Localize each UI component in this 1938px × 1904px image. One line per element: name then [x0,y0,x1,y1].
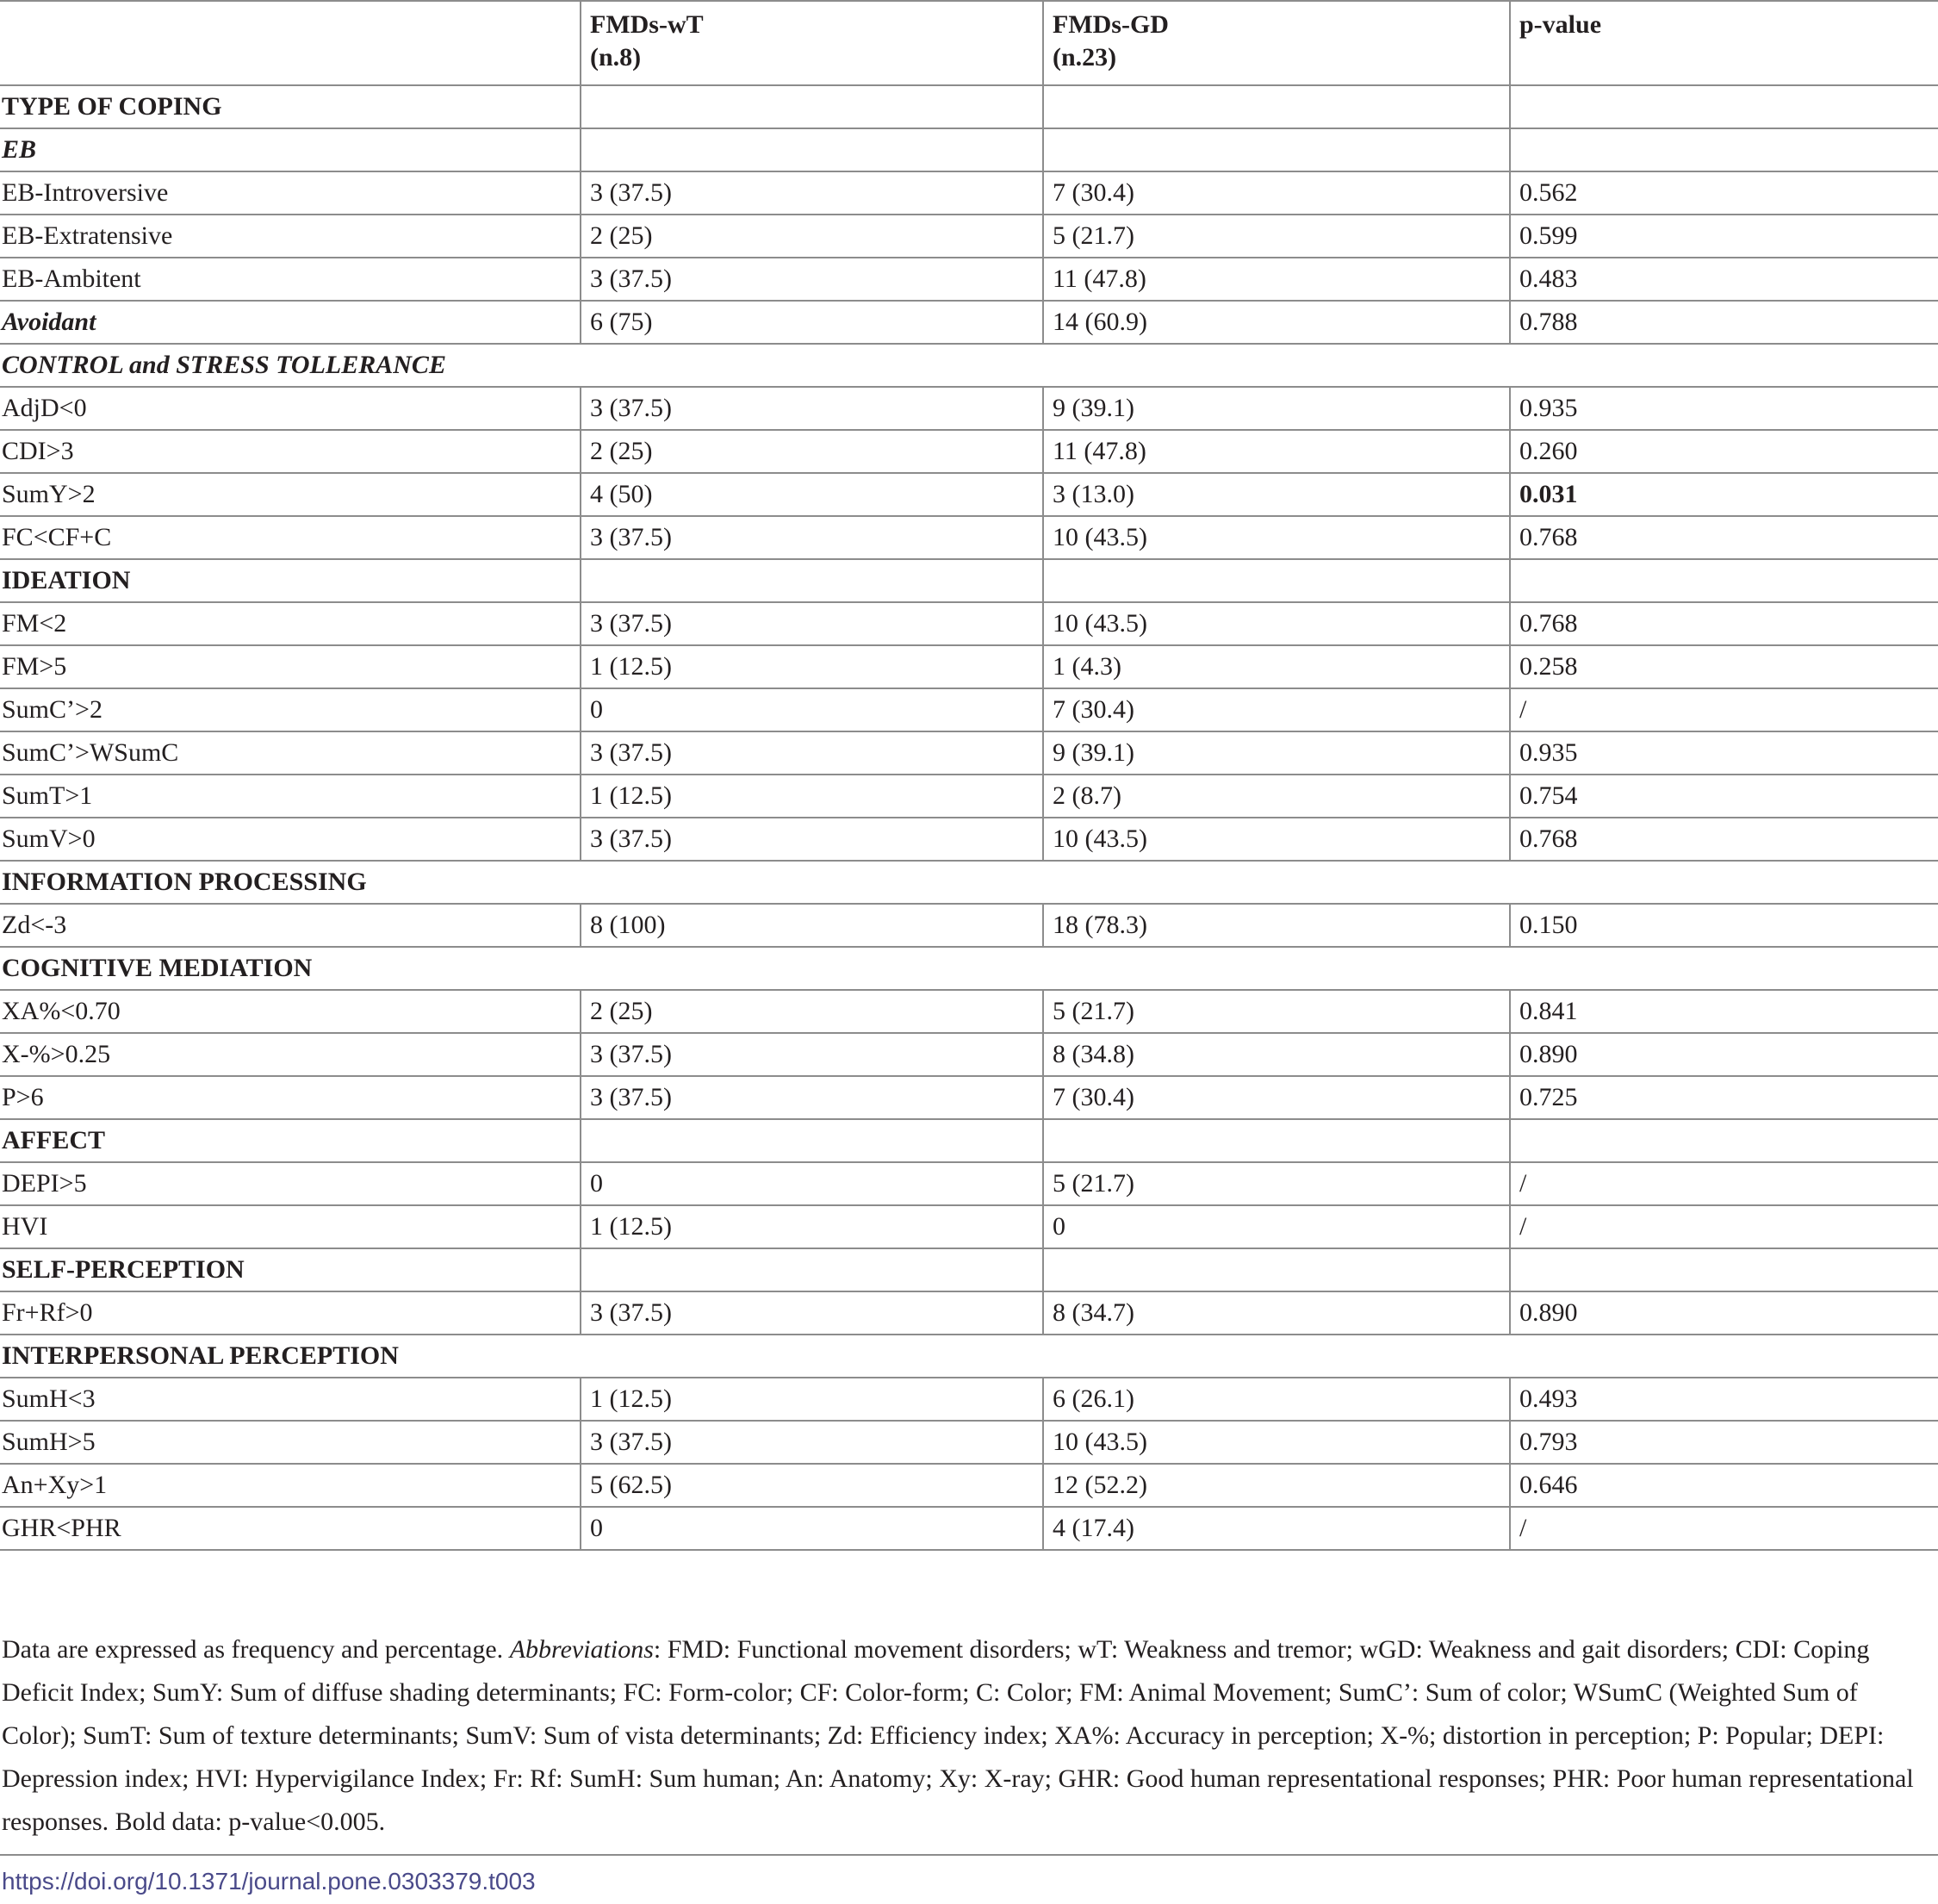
row-label: X-%>0.25 [0,1033,581,1076]
subsection-row [0,128,1938,171]
header-p-value: p-value [1510,1,1938,85]
cell-p-value: 0.599 [1510,215,1938,258]
table-row [0,1205,1938,1248]
empty-cell [1510,85,1938,128]
cell-fmds-wt: 0 [581,688,1043,731]
cell-fmds-gd: 7 (30.4) [1043,688,1510,731]
cell-fmds-wt: 3 (37.5) [581,171,1043,215]
cell-fmds-wt: 1 (12.5) [581,1378,1043,1421]
cell-fmds-wt: 3 (37.5) [581,258,1043,301]
row-label: Fr+Rf>0 [0,1291,581,1335]
table-row [0,990,1938,1033]
cell-p-value: 0.768 [1510,818,1938,861]
section-row [0,1335,1938,1378]
cell-p-value: 0.793 [1510,1421,1938,1464]
section-row [0,861,1938,904]
table-row [0,688,1938,731]
row-label: SumC’>WSumC [0,731,581,775]
empty-cell [581,1119,1043,1162]
footnote-body: : FMD: Functional movement disorders; wT: Weakness and tremor; wGD: Weakness and gait disorders; CDI: Coping Deficit Index; SumY: Sum of diffuse shading determinants; FC: Form-color; CF: Color-form; C: Color; FM: Animal Movement; SumC’: Sum of color; WSumC (Weighted Sum of Color); SumT: Sum of texture determinants; SumV: Sum of vista determinants; Zd: Efficiency index; XA%: Accuracy in perception; X-%; distortion in perception; P: Popular; DEPI: Depression index; HVI: Hypervigilance Index; Fr: Rf: SumH: Sum human; An: Anatomy; Xy: X-ray; GHR: Good human representational responses; PHR: Poor human representational responses. Bold data: p-value<0.005. [2,1635,1914,1836]
row-label: GHR<PHR [0,1507,581,1550]
empty-cell [581,559,1043,602]
cell-fmds-wt: 3 (37.5) [581,387,1043,430]
cell-fmds-gd: 2 (8.7) [1043,775,1510,818]
doi-link[interactable]: https://doi.org/10.1371/journal.pone.0303379.t003 [2,1868,536,1895]
cell-fmds-wt: 2 (25) [581,215,1043,258]
table-row [0,602,1938,645]
table-row [0,1464,1938,1507]
section-row [0,559,1938,602]
cell-fmds-gd: 3 (13.0) [1043,473,1510,516]
row-label: SumC’>2 [0,688,581,731]
row-label: DEPI>5 [0,1162,581,1205]
table-row [0,731,1938,775]
table-row [0,1507,1938,1550]
section-label: TYPE OF COPING [0,85,581,128]
table-row [0,1378,1938,1421]
cell-p-value: 0.935 [1510,387,1938,430]
row-label: Avoidant [0,301,581,344]
row-label: P>6 [0,1076,581,1119]
cell-fmds-wt: 3 (37.5) [581,818,1043,861]
table-row [0,430,1938,473]
header-fmds-wt-n: (n.8) [590,43,642,72]
footnote-lead: Data are expressed as frequency and percentage. [2,1635,510,1664]
section-row [0,1248,1938,1291]
header-fmds-gd-label: FMDs-GD [1053,10,1169,39]
cell-p-value: 0.768 [1510,516,1938,559]
empty-cell [1510,559,1938,602]
empty-cell [1510,128,1938,171]
cell-p-value: 0.258 [1510,645,1938,688]
cell-fmds-gd: 8 (34.7) [1043,1291,1510,1335]
row-label: EB-Extratensive [0,215,581,258]
table-row [0,473,1938,516]
table-row [0,1421,1938,1464]
header-empty [0,1,581,85]
row-label: FM<2 [0,602,581,645]
table-row [0,258,1938,301]
empty-cell [1043,1248,1510,1291]
cell-fmds-wt: 2 (25) [581,990,1043,1033]
empty-cell [581,1248,1043,1291]
cell-p-value: 0.890 [1510,1033,1938,1076]
cell-fmds-gd: 11 (47.8) [1043,430,1510,473]
row-label: SumY>2 [0,473,581,516]
section-row [0,1119,1938,1162]
table-row [0,645,1938,688]
table-row [0,1033,1938,1076]
row-label: AdjD<0 [0,387,581,430]
cell-fmds-wt: 8 (100) [581,904,1043,947]
empty-cell [581,128,1043,171]
row-label: HVI [0,1205,581,1248]
cell-fmds-wt: 3 (37.5) [581,1033,1043,1076]
cell-fmds-wt: 3 (37.5) [581,731,1043,775]
section-label: AFFECT [0,1119,581,1162]
header-fmds-wt-label: FMDs-wT [590,10,704,39]
cell-fmds-wt: 0 [581,1507,1043,1550]
cell-fmds-gd: 8 (34.8) [1043,1033,1510,1076]
cell-fmds-gd: 5 (21.7) [1043,215,1510,258]
cell-fmds-gd: 11 (47.8) [1043,258,1510,301]
cell-p-value: 0.646 [1510,1464,1938,1507]
section-row [0,85,1938,128]
table-row [0,301,1938,344]
header-fmds-wt [581,1,1043,85]
cell-fmds-gd: 12 (52.2) [1043,1464,1510,1507]
cell-fmds-gd: 9 (39.1) [1043,731,1510,775]
section-label: COGNITIVE MEDIATION [0,947,1938,990]
table-row [0,818,1938,861]
table-row [0,215,1938,258]
cell-fmds-gd: 5 (21.7) [1043,1162,1510,1205]
cell-fmds-wt: 5 (62.5) [581,1464,1043,1507]
cell-fmds-wt: 2 (25) [581,430,1043,473]
empty-cell [1043,1119,1510,1162]
cell-fmds-gd: 1 (4.3) [1043,645,1510,688]
table-row [0,1076,1938,1119]
cell-fmds-gd: 14 (60.9) [1043,301,1510,344]
table-row [0,904,1938,947]
table-row [0,516,1938,559]
section-label: INFORMATION PROCESSING [0,861,1938,904]
table-header-row [0,1,1938,85]
empty-cell [1043,85,1510,128]
cell-fmds-wt: 3 (37.5) [581,1076,1043,1119]
cell-fmds-gd: 10 (43.5) [1043,818,1510,861]
cell-p-value: 0.935 [1510,731,1938,775]
cell-p-value: 0.562 [1510,171,1938,215]
cell-p-value: 0.768 [1510,602,1938,645]
cell-p-value: 0.754 [1510,775,1938,818]
cell-p-value: 0.150 [1510,904,1938,947]
cell-fmds-gd: 9 (39.1) [1043,387,1510,430]
row-label: CDI>3 [0,430,581,473]
cell-p-value: / [1510,688,1938,731]
row-label: SumT>1 [0,775,581,818]
cell-fmds-wt: 6 (75) [581,301,1043,344]
divider [0,1854,1938,1856]
cell-p-value: 0.841 [1510,990,1938,1033]
cell-p-value: 0.788 [1510,301,1938,344]
cell-fmds-wt: 1 (12.5) [581,1205,1043,1248]
cell-fmds-wt: 3 (37.5) [581,516,1043,559]
cell-fmds-wt: 3 (37.5) [581,1421,1043,1464]
cell-fmds-wt: 1 (12.5) [581,775,1043,818]
table-row [0,1291,1938,1335]
cell-p-value: / [1510,1507,1938,1550]
cell-fmds-gd: 10 (43.5) [1043,516,1510,559]
row-label: SumH<3 [0,1378,581,1421]
table-body [0,85,1938,1550]
section-label: IDEATION [0,559,581,602]
cell-fmds-gd: 10 (43.5) [1043,602,1510,645]
row-label: Zd<-3 [0,904,581,947]
cell-p-value: / [1510,1205,1938,1248]
cell-fmds-wt: 0 [581,1162,1043,1205]
section-label: EB [0,128,581,171]
cell-p-value: 0.031 [1510,473,1938,516]
cell-fmds-gd: 5 (21.7) [1043,990,1510,1033]
header-fmds-gd-n: (n.23) [1053,43,1117,72]
table-footnote [2,1628,1931,1844]
row-label: EB-Ambitent [0,258,581,301]
row-label: An+Xy>1 [0,1464,581,1507]
table-row [0,171,1938,215]
table-row [0,387,1938,430]
cell-p-value: 0.493 [1510,1378,1938,1421]
section-label: SELF-PERCEPTION [0,1248,581,1291]
cell-p-value: 0.260 [1510,430,1938,473]
empty-cell [1510,1248,1938,1291]
cell-fmds-wt: 3 (37.5) [581,602,1043,645]
table-row [0,1162,1938,1205]
row-label: SumV>0 [0,818,581,861]
cell-fmds-gd: 7 (30.4) [1043,1076,1510,1119]
cell-fmds-wt: 1 (12.5) [581,645,1043,688]
cell-p-value: 0.483 [1510,258,1938,301]
row-label: SumH>5 [0,1421,581,1464]
cell-fmds-gd: 4 (17.4) [1043,1507,1510,1550]
section-row [0,344,1938,387]
table-row [0,775,1938,818]
empty-cell [1510,1119,1938,1162]
cell-fmds-wt: 4 (50) [581,473,1043,516]
cell-fmds-gd: 7 (30.4) [1043,171,1510,215]
cell-p-value: 0.890 [1510,1291,1938,1335]
row-label: FM>5 [0,645,581,688]
row-label: XA%<0.70 [0,990,581,1033]
cell-fmds-gd: 18 (78.3) [1043,904,1510,947]
section-label: INTERPERSONAL PERCEPTION [0,1335,1938,1378]
cell-fmds-gd: 6 (26.1) [1043,1378,1510,1421]
row-label: FC<CF+C [0,516,581,559]
cell-p-value: / [1510,1162,1938,1205]
cell-fmds-gd: 0 [1043,1205,1510,1248]
cell-fmds-wt: 3 (37.5) [581,1291,1043,1335]
cell-p-value: 0.725 [1510,1076,1938,1119]
cell-fmds-gd: 10 (43.5) [1043,1421,1510,1464]
empty-cell [581,85,1043,128]
empty-cell [1043,559,1510,602]
row-label: EB-Introversive [0,171,581,215]
header-fmds-gd [1043,1,1510,85]
section-label: CONTROL and STRESS TOLLERANCE [0,344,1938,387]
footnote-abbr-label: Abbreviations [509,1635,654,1664]
section-row [0,947,1938,990]
empty-cell [1043,128,1510,171]
